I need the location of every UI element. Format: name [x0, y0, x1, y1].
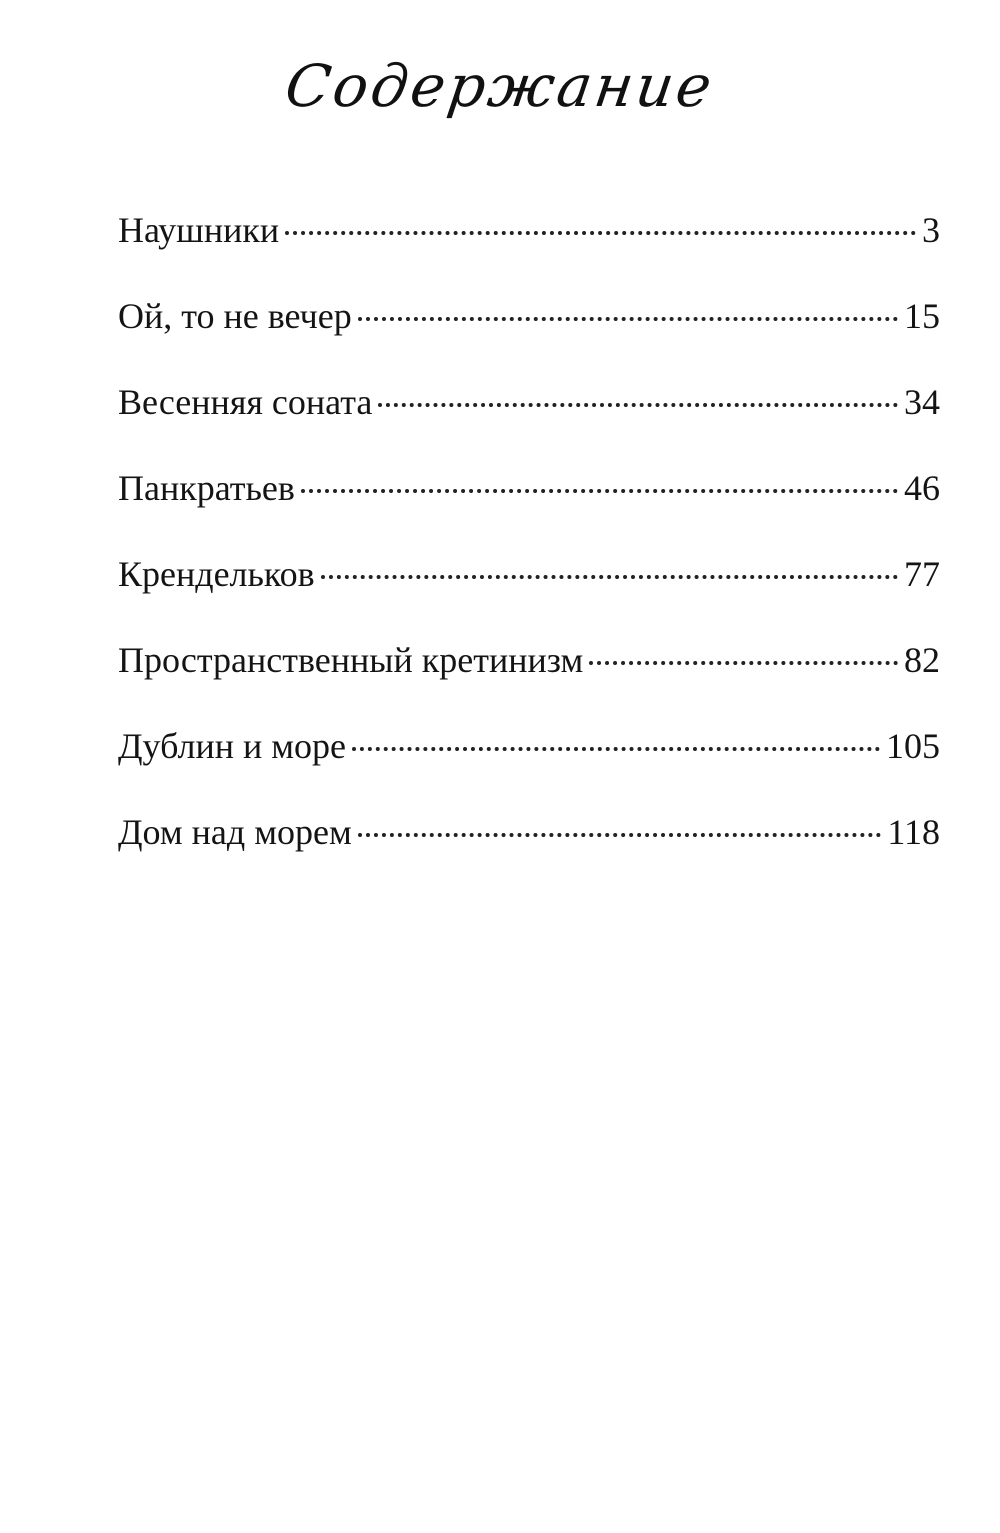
toc-entry-title: Наушники	[118, 210, 280, 250]
dot-leader	[321, 575, 898, 579]
dot-leader	[301, 489, 898, 493]
toc-entry-title: Крендельков	[118, 554, 315, 594]
toc-page-number: 46	[904, 468, 940, 508]
dot-leader	[378, 403, 898, 407]
toc-page-number: 77	[904, 554, 940, 594]
toc-entry-title: Ой, то не вечер	[118, 296, 352, 336]
toc-entry-title: Пространственный кретинизм	[118, 640, 584, 680]
dot-leader	[358, 833, 882, 837]
toc-entry	[118, 466, 940, 552]
dot-leader	[285, 231, 916, 235]
toc-entry	[118, 810, 940, 896]
toc-list	[118, 208, 940, 896]
toc-entry	[118, 552, 940, 638]
toc-page-number: 118	[887, 812, 940, 852]
toc-entry	[118, 294, 940, 380]
toc-entry-title: Весенняя соната	[118, 382, 373, 422]
toc-page-number: 105	[886, 726, 940, 766]
toc-page-number: 3	[922, 210, 940, 250]
dot-leader	[358, 317, 898, 321]
toc-entry-title: Дублин и море	[118, 726, 347, 766]
toc-heading: Содержание	[281, 52, 719, 120]
toc-entry-title: Дом над морем	[118, 812, 352, 852]
toc-entry	[118, 638, 940, 724]
toc-page-number: 15	[904, 296, 940, 336]
toc-page-number: 34	[904, 382, 940, 422]
toc-page-number: 82	[904, 640, 940, 680]
dot-leader	[352, 747, 880, 751]
toc-entry-title: Панкратьев	[118, 468, 295, 508]
dot-leader	[589, 661, 898, 665]
toc-entry	[118, 724, 940, 810]
toc-entry	[118, 208, 940, 294]
toc-entry	[118, 380, 940, 466]
